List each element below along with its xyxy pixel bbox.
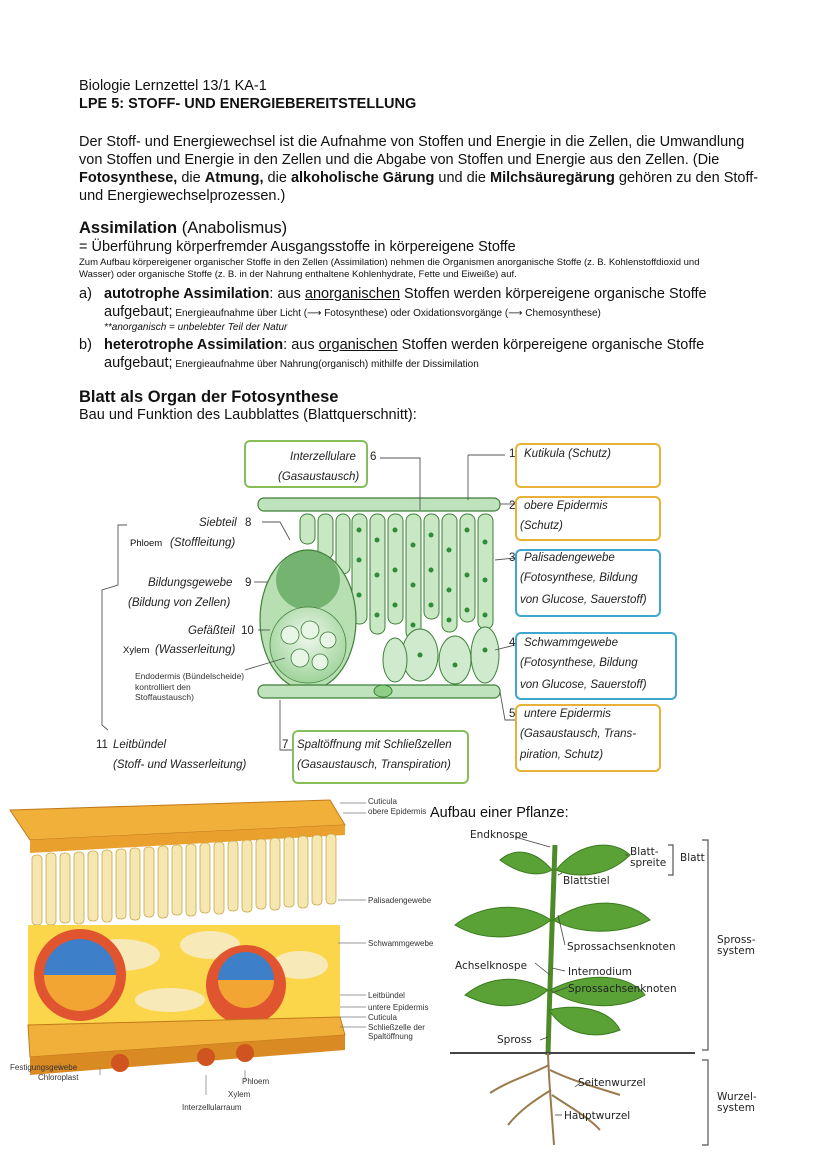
plant-stem-shape [548,845,555,1055]
label-untere-epidermis: untere Epidermis [524,708,611,720]
label-number-10: 10 [241,625,254,637]
label-interzellulare-function: (Gasaustausch) [278,471,360,483]
label-bildungsgewebe-function: (Bildung von Zellen) [128,597,231,609]
label-number-6: 6 [370,451,377,463]
plant-label-wurzelsystem-2: system [717,1102,755,1114]
plant-label-blattstiel: Blattstiel [563,875,610,887]
plant-label-internodium: Internodium [568,966,633,978]
label-kutikula: Kutikula (Schutz) [524,448,611,460]
label-interzellulare: Interzellulare [290,451,356,463]
dia-interzellularraum: Interzellularraum [182,1103,242,1112]
label-palisadengewebe-function-2: von Glucose, Sauerstoff) [520,594,647,606]
dia-leitbuendel: Leitbündel [368,991,405,1000]
plant-label-blattspreite-2: spreite [630,857,667,869]
label-untere-epidermis-function-2: piration, Schutz) [520,749,604,761]
dia-untere-epidermis: untere Epidermis [368,1003,429,1012]
list-marker-b: b) [79,337,92,353]
assimilation-definition: = Überführung körperfremder Ausgangsstoffe in körpereigene Stoffe [79,239,516,255]
list-marker-a: a) [79,286,92,302]
plant-title: Aufbau einer Pflanze: [430,805,569,821]
plant-label-wurzelsystem-1: Wurzel- [717,1091,757,1103]
assimilation-heading: Assimilation (Anabolismus) [79,219,288,237]
label-obere-epidermis-function: (Schutz) [520,520,563,532]
lower-epidermis-shape [258,685,500,698]
label-bildungsgewebe: Bildungsgewebe [148,577,233,589]
leaf-3d-bundle-1-shape [34,929,126,1021]
label-leitbuendel-function: (Stoff- und Wasserleitung) [113,759,247,771]
plant-label-hauptwurzel: Hauptwurzel [564,1110,631,1122]
spongy-cells-shape [383,627,499,684]
heterotrophe-assimilation-item: heterotrophe Assimilation: aus organischen Stoffen werden körpereigene organische Stoffe aufgebaut; Energieaufnahme über Nahrung(organisch) mithilfe der Dissimilation [104,337,705,371]
autotrophe-assimilation-item: autotrophe Assimilation: aus anorganischen Stoffen werden körpereigene organische Stoffe aufgebaut; Energieaufnahme über Licht (⟶ Fotosynthese) oder Oxidationsvorgänge (⟶ Chemosynthese) [104,286,707,320]
plant-label-blatt: Blatt [680,852,705,864]
plant-label-endknospe: Endknospe [470,829,528,841]
vascular-bundle-shape [260,550,356,690]
label-gefaessteil-function: (Wasserleitung) [155,644,236,656]
label-number-1: 1 [509,448,516,460]
label-untere-epidermis-function-1: (Gasaustausch, Trans- [520,728,637,740]
label-number-3: 3 [509,552,516,564]
label-palisadengewebe: Palisadengewebe [524,552,615,564]
label-number-5: 5 [509,708,516,720]
label-spaltoeffnung-function: (Gasaustausch, Transpiration) [297,759,451,771]
label-number-8: 8 [245,517,252,529]
dia-schliesszelle-1: Schließzelle der [368,1023,425,1032]
label-leitbuendel: Leitbündel [113,739,167,751]
label-spaltoeffnung: Spaltöffnung mit Schließzellen [297,739,452,751]
label-schwammgewebe-function-2: von Glucose, Sauerstoff) [520,679,647,691]
plant-label-sprosssystem-1: Spross- [717,934,756,946]
anorganisch-note: **anorganisch = unbelebter Teil der Natur [104,322,288,333]
dia-schwammgewebe: Schwammgewebe [368,939,434,948]
blatt-subtitle: Bau und Funktion des Laubblattes (Blattquerschnitt): [79,407,417,423]
label-gefaessteil: Gefäßteil [188,625,235,637]
dia-festigungsgewebe: Festigungsgewebe [10,1063,78,1072]
leaf-3d-bundle-2-shape [206,945,286,1025]
label-number-9: 9 [245,577,252,589]
label-phloem: Phloem [130,538,163,549]
label-xylem: Xylem [123,645,150,656]
label-obere-epidermis: obere Epidermis [524,500,608,512]
dia-obere-epidermis: obere Epidermis [368,807,427,816]
plant-label-blattspreite-1: Blatt- [630,846,659,858]
dia-chloroplast: Chloroplast [38,1073,79,1082]
dia-cuticula-2: Cuticula [368,1013,397,1022]
label-schwammgewebe: Schwammgewebe [524,637,618,649]
assimilation-explanation: Zum Aufbau körpereigener organischer Stoffe in den Zellen (Assimilation) nehmen die Organismen anorganische Stoffe (z. B. Kohlenstoffdioxid und Wasser) oder organische Stoffe (z. B. in der Nahrung enthaltene Kohlenhydrate, Fette und Eiweiße) auf. [79,257,700,280]
plant-label-achselknospe: Achselknospe [455,960,528,972]
intro-paragraph: Der Stoff- und Energiewechsel ist die Aufnahme von Stoffen und Energie in die Zellen, die Umwandlung von Stoffen und Energie in den Zellen und die Abgabe von Stoffen und Energie aus den Zellen. (Die Fotosynthese, die Atmung, die alkoholische Gärung und die Milchsäuregärung gehören zu den Stoff- und Energiewechselprozessen.) [79,134,759,204]
upper-epidermis-shape [258,498,500,511]
label-number-11: 11 [96,739,108,751]
label-schwammgewebe-function-1: (Fotosynthese, Bildung [520,657,638,669]
label-number-7: 7 [282,739,289,751]
plant-label-sprossknoten-2: Sprossachsenknoten [568,983,677,995]
label-number-2: 2 [509,500,516,512]
blatt-heading: Blatt als Organ der Fotosynthese [79,388,339,406]
plant-roots-shape [490,1053,620,1145]
document-title: LPE 5: STOFF- UND ENERGIEBEREITSTELLUNG [79,96,417,112]
plant-label-spross: Spross [497,1034,532,1046]
label-siebteil-function: (Stoffleitung) [170,537,236,549]
label-siebteil: Siebteil [199,517,237,529]
dia-phloem: Phloem [242,1077,270,1086]
label-palisadengewebe-function-1: (Fotosynthese, Bildung [520,572,638,584]
dia-palisadengewebe: Palisadengewebe [368,896,432,905]
label-number-4: 4 [509,637,516,649]
dia-cuticula: Cuticula [368,797,397,806]
plant-label-sprosssystem-2: system [717,945,755,957]
dia-xylem: Xylem [228,1090,251,1099]
plant-label-sprossknoten-1: Sprossachsenknoten [567,941,676,953]
dia-schliesszelle-2: Spaltöffnung [368,1032,413,1041]
document-subtitle: Biologie Lernzettel 13/1 KA-1 [79,78,267,94]
label-endodermis: Endodermis (Bündelscheide) kontrolliert den Stoffaustausch) [135,671,245,702]
plant-label-seitenwurzel: Seitenwurzel [578,1077,646,1089]
leaf-cross-section-diagram [0,430,828,780]
